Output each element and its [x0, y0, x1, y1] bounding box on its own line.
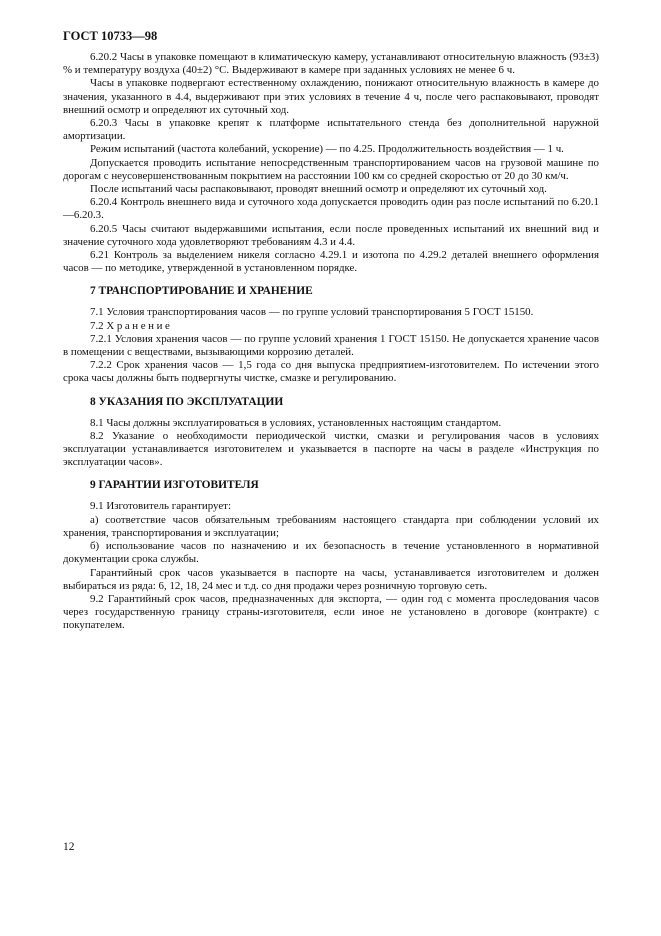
clause-title-spaced: Хранение	[106, 319, 173, 332]
document-code-header: ГОСТ 10733—98	[63, 29, 158, 43]
paragraph-transport-test: Допускается проводить испытание непосредственным транспортированием часов на грузовой машине по дорогам с неусовершенствованным покрытием на расстоянии 100 км со средней скоростью от 20 до 30 км/ч.	[63, 156, 599, 182]
paragraph-8-1: 8.1 Часы должны эксплуатироваться в условиях, установленных настоящим стандартом.	[90, 416, 502, 429]
paragraph-test-mode: Режим испытаний (частота колебаний, ускорение) — по 4.25. Продолжительность воздействия — 1 ч.	[90, 143, 564, 156]
section-8-heading: 8 УКАЗАНИЯ ПО ЭКСПЛУАТАЦИИ	[90, 395, 284, 408]
page-number: 12	[63, 841, 75, 853]
paragraph-8-2: 8.2 Указание о необходимости периодической чистки, смазки и регулирования часов в условиях эксплуатации устанавливается изготовителем и указывается в паспорте на часы в разделе «Инструкция по эксплуатации часов».	[63, 429, 599, 469]
paragraph-after-test: После испытаний часы распаковывают, проводят внешний осмотр и определяют их суточный ход.	[90, 183, 547, 196]
paragraph-7-2-2: 7.2.2 Срок хранения часов — 1,5 года со дня выпуска предприятием-изготовителем. По истечении этого срока часы должны быть подвергнуты чистке, смазке и регулированию.	[63, 359, 599, 385]
paragraph-9-1-a: а) соответствие часов обязательным требованиям настоящего стандарта при соблюдении условий их хранения, транспортирования и эксплуатации;	[63, 513, 599, 539]
paragraph-6-20-5: 6.20.5 Часы считают выдержавшими испытания, если после проведенных испытаний их внешний вид и значение суточного хода удовлетворяют требованиям 4.3 и 4.4.	[63, 222, 599, 248]
paragraph-6-21: 6.21 Контроль за выделением никеля согласно 4.29.1 и изотопа по 4.29.2 деталей внешнего оформления часов — по методике, утвержденной в установленном порядке.	[63, 249, 599, 275]
paragraph-cooling: Часы в упаковке подвергают естественному охлаждению, понижают относительную влажность в камере до значения, указанного в 4.4, выдерживают при этих условиях в течение 4 ч, после чего распаковывают, проводят внешний осмотр и определяют их суточный ход.	[63, 77, 599, 116]
paragraph-9-1-b: б) использование часов по назначению и их безопасность в течение установленного в нормативной документации срока службы.	[63, 540, 599, 566]
paragraph-7-2-1: 7.2.1 Условия хранения часов — по группе условий хранения 1 ГОСТ 15150. Не допускается хранение часов в помещении с веществами, вызывающими коррозию деталей.	[63, 332, 599, 359]
section-9-heading: 9 ГАРАНТИИ ИЗГОТОВИТЕЛЯ	[90, 479, 259, 492]
paragraph-9-2: 9.2 Гарантийный срок часов, предназначенных для экспорта, — один год с момента проследования часов через государственную границу страны-изготовителя, если иное не установлено в договоре (контракте) с покупателем.	[63, 592, 599, 632]
clause-number: 7.2	[90, 319, 104, 332]
paragraph-9-1: 9.1 Изготовитель гарантирует:	[90, 500, 231, 513]
paragraph-6-20-2: 6.20.2 Часы в упаковке помещают в климатическую камеру, устанавливают относительную влажность (93±3) % и температуру воздуха (40±2) °С. Выдерживают в камере при заданных условиях не менее 6 ч.	[63, 51, 599, 77]
document-body	[63, 51, 599, 633]
paragraph-7-2	[63, 320, 599, 333]
paragraph-6-20-3: 6.20.3 Часы в упаковке крепят к платформе испытательного стенда без дополнительной наружной амортизации.	[63, 117, 599, 143]
paragraph-warranty-period: Гарантийный срок часов указывается в паспорте на часы, устанавливается изготовителем и должен выбираться из ряда: 6, 12, 18, 24 мес и т.д. со дня продажи через розничную торговую сеть.	[63, 566, 599, 592]
section-7-heading: 7 ТРАНСПОРТИРОВАНИЕ И ХРАНЕНИЕ	[90, 285, 313, 298]
paragraph-6-20-4: 6.20.4 Контроль внешнего вида и суточного хода допускается проводить один раз после испытаний по 6.20.1—6.20.3.	[63, 196, 599, 222]
paragraph-7-1: 7.1 Условия транспортирования часов — по группе условий транспортирования 5 ГОСТ 15150.	[90, 306, 534, 319]
